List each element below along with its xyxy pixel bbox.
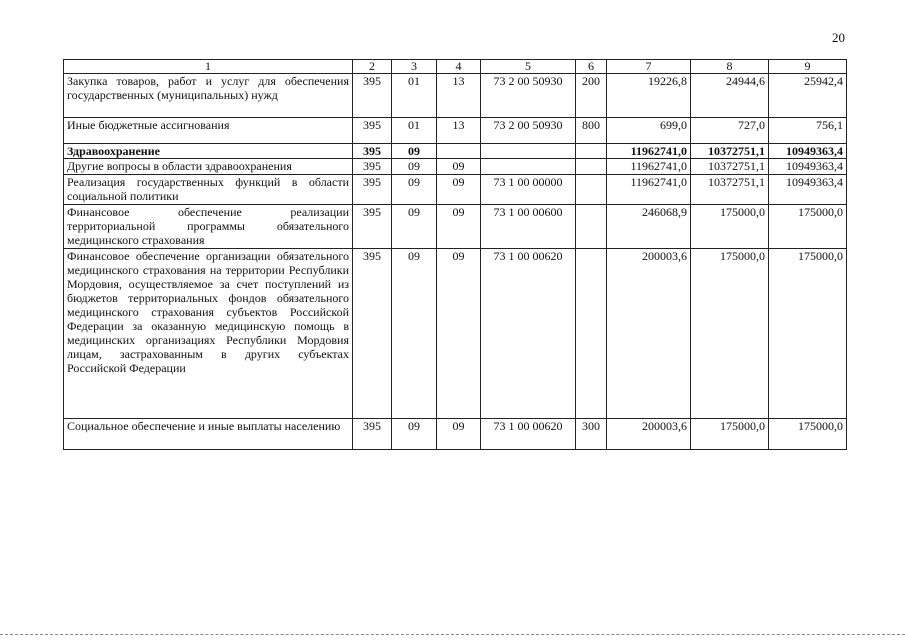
- row-name: Финансовое обеспечение реализации территориальной программы обязательного медицинского страхования: [64, 205, 353, 249]
- cell-subsection: 09: [437, 205, 481, 249]
- cell-ministry: 395: [353, 419, 392, 450]
- cell-target-code: 73 2 00 50930: [481, 118, 576, 144]
- cell-section: 09: [392, 419, 437, 450]
- cell-expense-type: 300: [576, 419, 607, 450]
- cell-section: 01: [392, 118, 437, 144]
- row-name: Другие вопросы в области здравоохранения: [64, 159, 353, 175]
- table-row: [64, 419, 847, 450]
- cell-value-year1: 200003,6: [607, 249, 691, 419]
- column-header: 3: [392, 60, 437, 74]
- cell-target-code: 73 1 00 00000: [481, 175, 576, 205]
- page-bottom-divider: [0, 634, 905, 635]
- row-name: Реализация государственных функций в области социальной политики: [64, 175, 353, 205]
- cell-value-year3: 175000,0: [769, 249, 847, 419]
- cell-value-year3: 10949363,4: [769, 175, 847, 205]
- cell-ministry: 395: [353, 159, 392, 175]
- table-row: [64, 175, 847, 205]
- cell-ministry: 395: [353, 118, 392, 144]
- cell-section: 09: [392, 249, 437, 419]
- table-row: [64, 249, 847, 419]
- cell-subsection: 13: [437, 74, 481, 118]
- cell-expense-type: [576, 175, 607, 205]
- cell-value-year1: 11962741,0: [607, 159, 691, 175]
- row-name: Финансовое обеспечение организации обязательного медицинского страхования на территории Республики Мордовия, осуществляемое за счет поступлений из бюджетов территориальных фондов обязательного медицинского страхования субъектов Российской Федерации за оказанную медицинскую помощь в медицинских организациях Республики Мордовия лицам, застрахованным в других субъектах Российской Федерации: [64, 249, 353, 419]
- cell-value-year3: 756,1: [769, 118, 847, 144]
- cell-expense-type: [576, 144, 607, 159]
- cell-value-year1: 19226,8: [607, 74, 691, 118]
- cell-expense-type: [576, 205, 607, 249]
- cell-subsection: 09: [437, 159, 481, 175]
- cell-ministry: 395: [353, 144, 392, 159]
- cell-ministry: 395: [353, 249, 392, 419]
- cell-target-code: [481, 144, 576, 159]
- header-row: [64, 60, 847, 74]
- cell-subsection: 09: [437, 175, 481, 205]
- cell-section: 09: [392, 159, 437, 175]
- table-row: [64, 159, 847, 175]
- cell-subsection: 09: [437, 249, 481, 419]
- cell-value-year1: 11962741,0: [607, 144, 691, 159]
- column-header: 9: [769, 60, 847, 74]
- cell-subsection: 13: [437, 118, 481, 144]
- cell-target-code: 73 1 00 00600: [481, 205, 576, 249]
- cell-value-year3: 175000,0: [769, 419, 847, 450]
- column-header: 6: [576, 60, 607, 74]
- cell-expense-type: 200: [576, 74, 607, 118]
- budget-table: [63, 59, 847, 450]
- cell-section: 01: [392, 74, 437, 118]
- cell-value-year2: 24944,6: [691, 74, 769, 118]
- column-header: 1: [64, 60, 353, 74]
- cell-target-code: 73 1 00 00620: [481, 419, 576, 450]
- cell-value-year3: 10949363,4: [769, 159, 847, 175]
- cell-expense-type: [576, 249, 607, 419]
- cell-value-year1: 200003,6: [607, 419, 691, 450]
- cell-subsection: [437, 144, 481, 159]
- cell-ministry: 395: [353, 175, 392, 205]
- cell-value-year1: 699,0: [607, 118, 691, 144]
- cell-ministry: 395: [353, 205, 392, 249]
- cell-value-year3: 175000,0: [769, 205, 847, 249]
- cell-value-year3: 10949363,4: [769, 144, 847, 159]
- column-header: 4: [437, 60, 481, 74]
- table-row: [64, 205, 847, 249]
- row-name: Здравоохранение: [64, 144, 353, 159]
- column-header: 7: [607, 60, 691, 74]
- table-row: [64, 144, 847, 159]
- cell-value-year3: 25942,4: [769, 74, 847, 118]
- cell-value-year1: 11962741,0: [607, 175, 691, 205]
- row-name: Социальное обеспечение и иные выплаты населению: [64, 419, 353, 450]
- cell-subsection: 09: [437, 419, 481, 450]
- cell-value-year2: 727,0: [691, 118, 769, 144]
- cell-section: 09: [392, 144, 437, 159]
- table-row: [64, 74, 847, 118]
- column-header: 5: [481, 60, 576, 74]
- cell-value-year1: 246068,9: [607, 205, 691, 249]
- row-name: Закупка товаров, работ и услуг для обеспечения государственных (муниципальных) нужд: [64, 74, 353, 118]
- row-name: Иные бюджетные ассигнования: [64, 118, 353, 144]
- page-number: 20: [832, 30, 845, 45]
- cell-section: 09: [392, 175, 437, 205]
- cell-value-year2: 10372751,1: [691, 175, 769, 205]
- cell-value-year2: 10372751,1: [691, 159, 769, 175]
- cell-section: 09: [392, 205, 437, 249]
- cell-value-year2: 10372751,1: [691, 144, 769, 159]
- cell-ministry: 395: [353, 74, 392, 118]
- column-header: 8: [691, 60, 769, 74]
- cell-target-code: 73 1 00 00620: [481, 249, 576, 419]
- cell-value-year2: 175000,0: [691, 205, 769, 249]
- cell-expense-type: [576, 159, 607, 175]
- column-header: 2: [353, 60, 392, 74]
- cell-target-code: 73 2 00 50930: [481, 74, 576, 118]
- table-row: [64, 118, 847, 144]
- cell-expense-type: 800: [576, 118, 607, 144]
- cell-target-code: [481, 159, 576, 175]
- cell-value-year2: 175000,0: [691, 249, 769, 419]
- cell-value-year2: 175000,0: [691, 419, 769, 450]
